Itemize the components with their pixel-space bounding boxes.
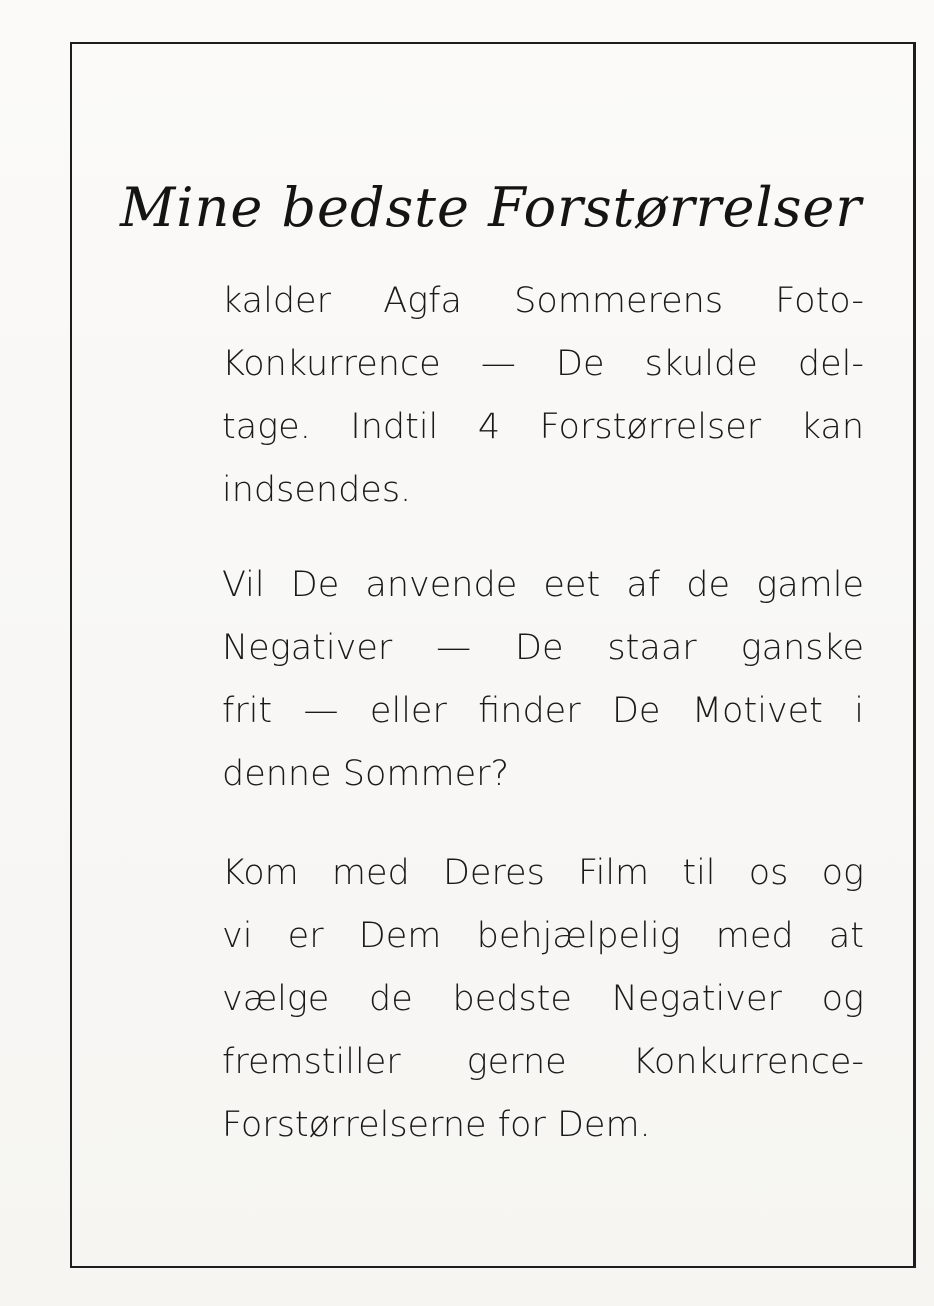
page-title: Mine bedste Forstørrelser [120,176,863,239]
paragraph-line: tage. Indtil 4 Forstørrelser kan [222,407,864,447]
paragraph-line: vælge de bedste Negativer og [222,979,864,1019]
paragraph-line: indsendes. [222,470,412,510]
paragraph-line: fremstiller gerne Konkurrence- [222,1042,864,1082]
paragraph-line: Negativer — De staar ganske [222,628,864,668]
paragraph-line: frit — eller finder De Motivet i [222,691,864,731]
paragraph-line: Vil De anvende eet af de gamle [222,565,864,605]
paragraph-line: Konkurrence — De skulde del- [222,344,864,384]
paragraph-line: Forstørrelserne for Dem. [222,1105,651,1145]
paragraph-line: vi er Dem behjælpelig med at [222,916,864,956]
paragraph-line: denne Sommer? [222,754,510,794]
paragraph-line: kalder Agfa Sommerens Foto- [222,281,864,321]
paragraph-line: Kom med Deres Film til os og [222,853,864,893]
paragraph-contest-intro [222,270,864,522]
paragraph-negatives [222,554,864,806]
paragraph-service-offer [222,842,864,1157]
